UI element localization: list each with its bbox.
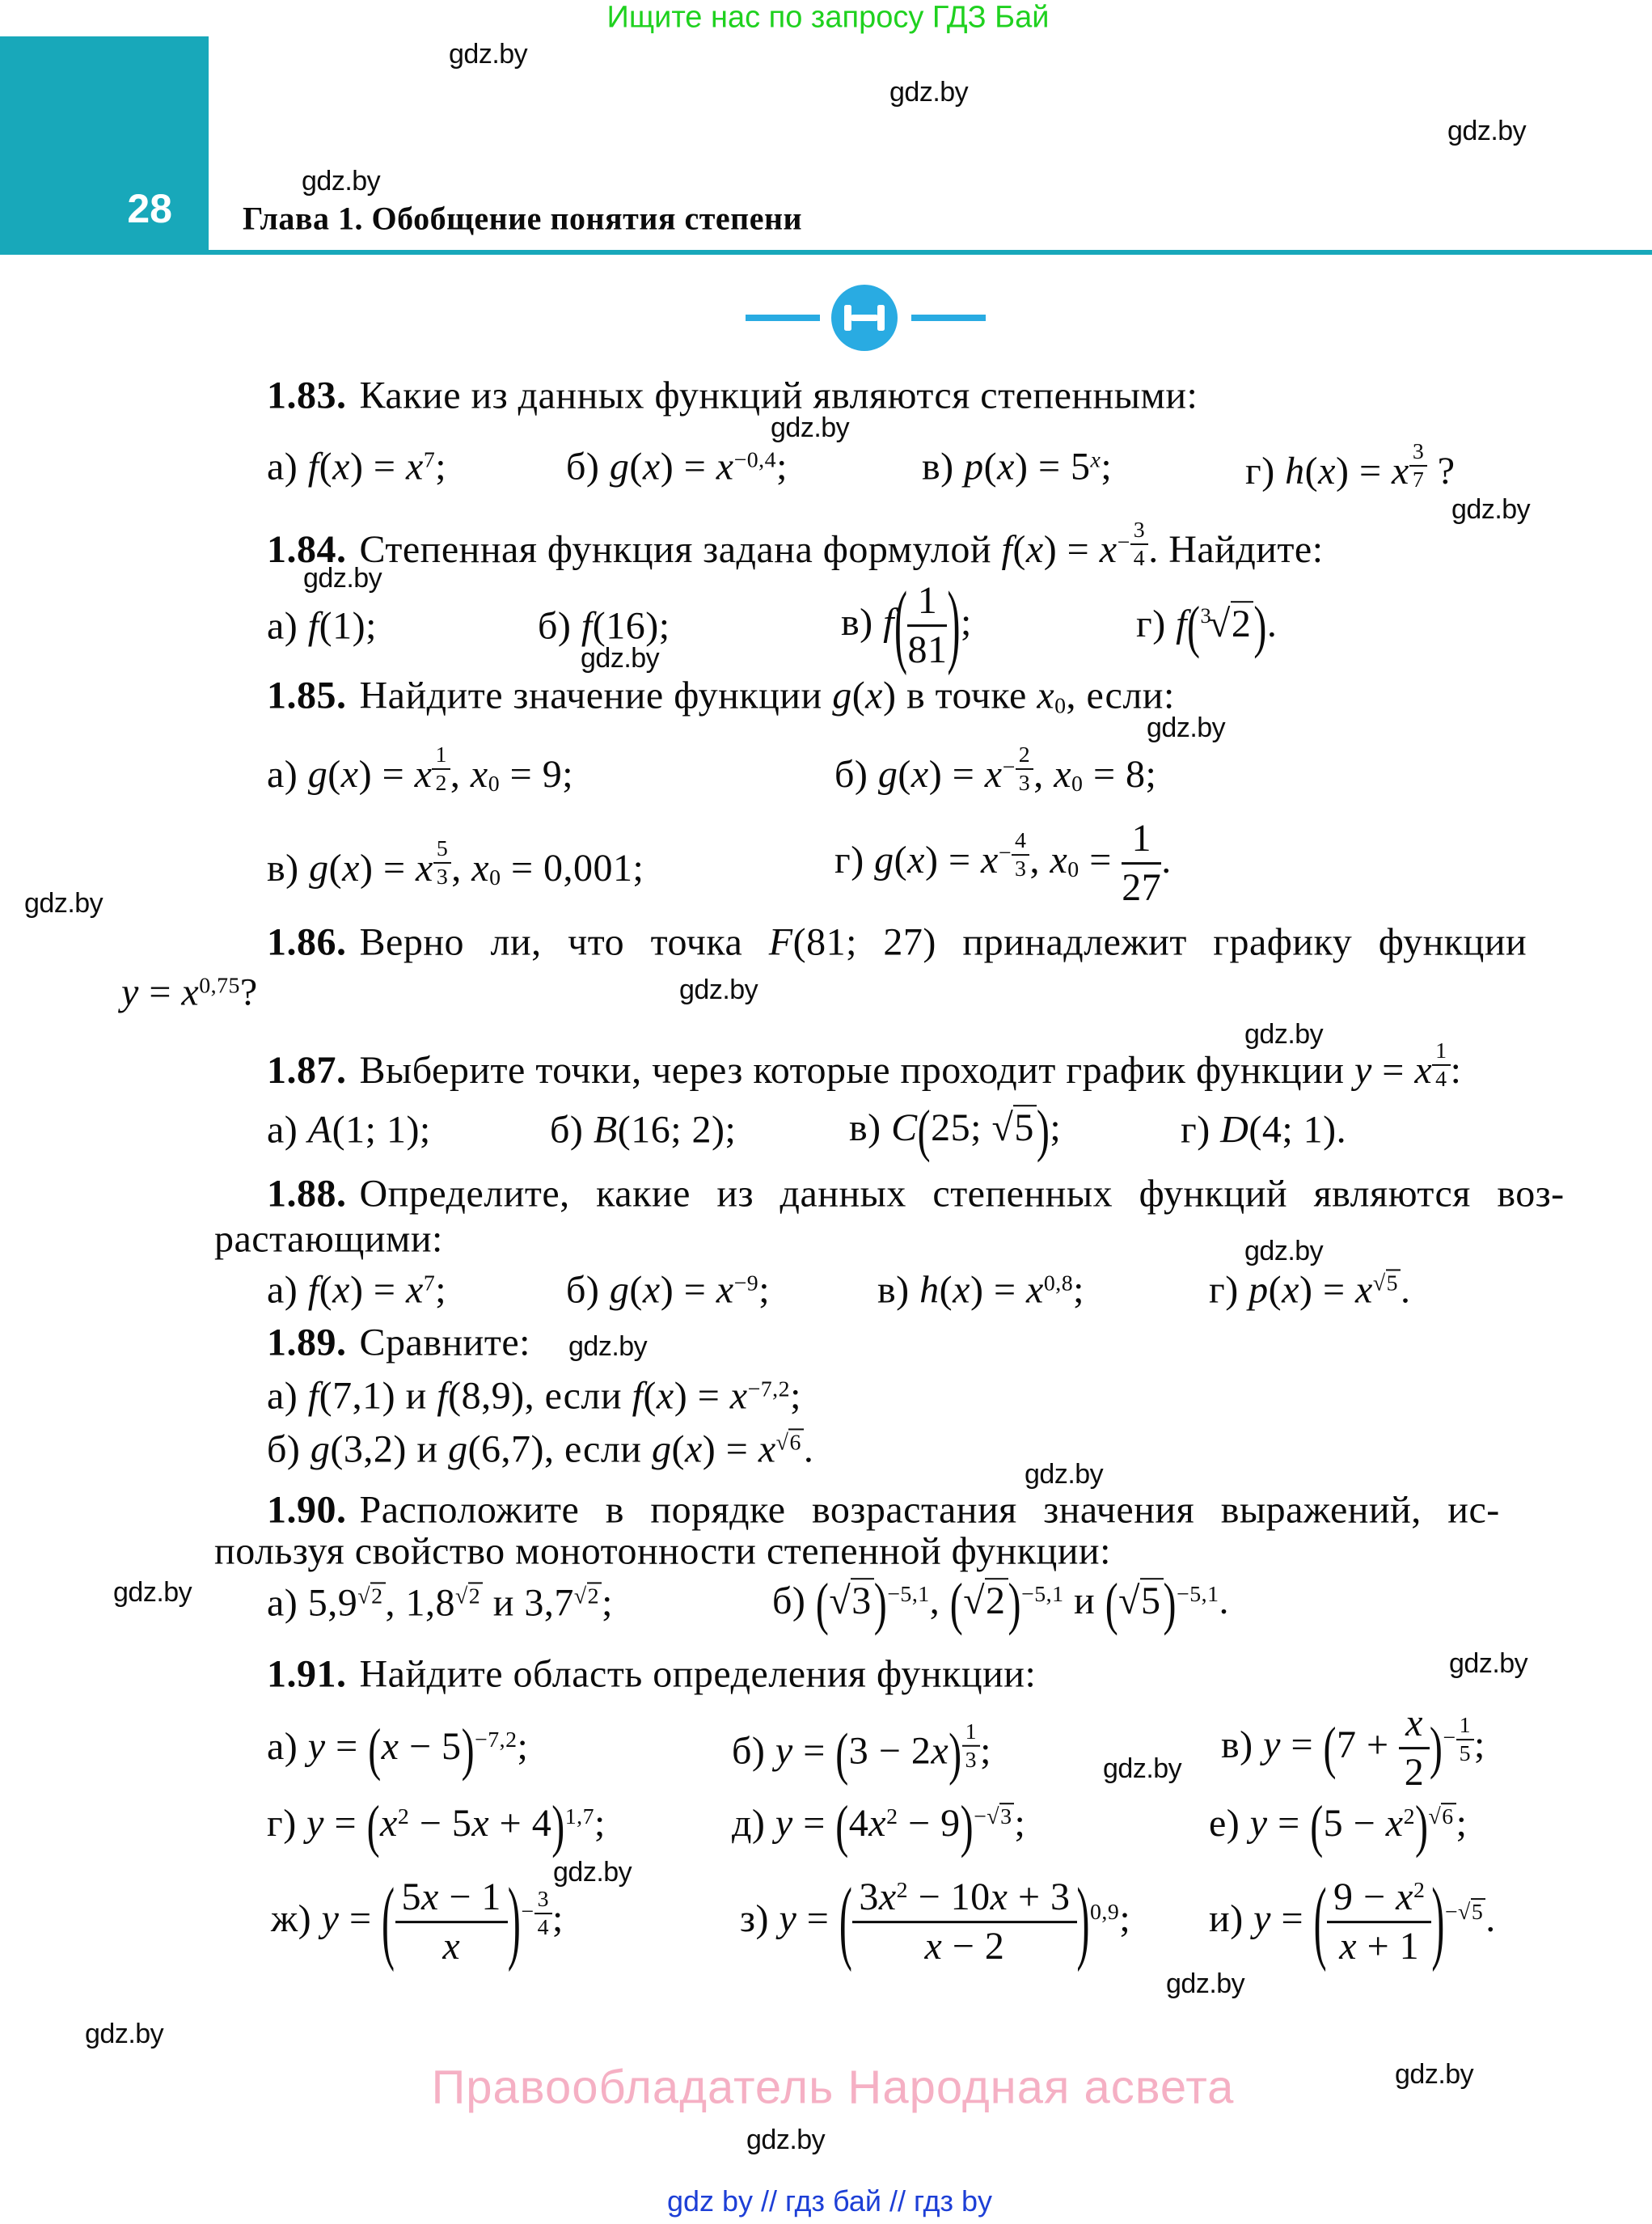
exercise-1.85-heading <box>267 673 1175 717</box>
exercise-1.84-option-v: в) f( $\frac{1}{81}$ ); <box>841 574 972 678</box>
exercise-number: 1.86. <box>267 920 347 964</box>
exercise-text: Сравните: <box>359 1321 530 1364</box>
exercise-1.87-option-v: в) C(25; √5); <box>849 1099 1062 1164</box>
exercise-number: 1.85. <box>267 674 347 717</box>
exercise-1.85-option-b: б) g(x) = x− $\frac{2}{3}$ , x0 = 8; <box>834 742 1157 797</box>
exercise-1.86-formula: y = x0,75? <box>121 970 258 1014</box>
gdz-watermark: gdz.by <box>24 888 104 919</box>
exercise-1.90-text-line2: пользуя свойство монотонности степенной функции: <box>214 1529 1111 1573</box>
exercise-number: 1.87. <box>267 1048 347 1092</box>
exercise-1.89-option-a: а) f(7,1) и f(8,9), если f(x) = x−7,2; <box>267 1374 801 1418</box>
exercise-number: 1.84. <box>267 527 347 571</box>
exercise-1.87-option-a: а) A(1; 1); <box>267 1108 431 1152</box>
exercise-1.83-option-v: в) p(x) = 5x; <box>922 445 1113 488</box>
promo-top-text: Ищите нас по запросу ГДЗ Бай <box>606 0 1050 35</box>
exercise-1.88-option-b: б) g(x) = x−9; <box>566 1268 771 1312</box>
gdz-watermark: gdz.by <box>1244 1019 1324 1050</box>
dumbbell-icon <box>842 304 887 332</box>
exercise-text: Какие из данных функций являются степенными: <box>359 374 1198 417</box>
exercise-1.90-option-b: б) (√3)−5,1, (√2)−5,1 и (√5)−5,1. <box>772 1572 1229 1637</box>
exercise-1.88-option-g: г) p(x) = x√5. <box>1209 1268 1411 1312</box>
exercise-text: Выберите точки, через которые проходит график функции y = x $\frac{1}{4}$ : <box>359 1038 1462 1093</box>
exercise-1.88-heading <box>267 1171 1565 1216</box>
exercise-text: Найдите значение функции g(x) в точке x0, если: <box>359 674 1175 718</box>
gdz-watermark: gdz.by <box>553 1857 632 1888</box>
gdz-watermark: gdz.by <box>568 1331 648 1362</box>
exercise-number: 1.91. <box>267 1652 347 1696</box>
divider-circle <box>831 285 898 351</box>
gdz-watermark: gdz.by <box>1147 712 1226 743</box>
exercise-1.90-heading <box>267 1487 1500 1532</box>
exercise-1.91-option-v: в) y = (7 + $\frac{x}{2}$ )− $\frac{1}{5}$ ; <box>1221 1702 1485 1795</box>
gdz-watermark: gdz.by <box>113 1577 192 1608</box>
exercise-1.91-option-b: б) y = (3 − 2x) $\frac{1}{3}$ ; <box>732 1719 991 1787</box>
exercise-1.84-option-a: а) f(1); <box>267 604 377 648</box>
exercise-1.84-option-g: г) f($^3$√2). <box>1136 595 1278 660</box>
exercise-1.91-option-a: а) y = (x − 5)−7,2; <box>267 1718 529 1782</box>
page-number-band <box>0 36 209 250</box>
gdz-watermark: gdz.by <box>1103 1753 1182 1784</box>
exercise-1.86-heading <box>267 920 1527 964</box>
gdz-watermark: gdz.by <box>302 166 381 197</box>
gdz-watermark: gdz.by <box>1395 2059 1474 2090</box>
exercise-number: 1.90. <box>267 1488 347 1532</box>
gdz-watermark: gdz.by <box>1025 1459 1104 1490</box>
gdz-watermark: gdz.by <box>746 2125 826 2155</box>
gdz-watermark: gdz.by <box>303 563 382 594</box>
exercise-1.88-option-v: в) h(x) = x0,8; <box>877 1268 1084 1312</box>
exercise-text: Степенная функция задана формулой f(x) = x− $\frac{3}{4}$ . Найдите: <box>359 517 1324 572</box>
exercise-number: 1.88. <box>267 1172 347 1216</box>
exercise-text: Определите, какие из данных степенных функций являются воз- <box>359 1172 1565 1216</box>
exercise-text: Расположите в порядке возрастания значения выражений, ис- <box>359 1488 1500 1532</box>
gdz-watermark: gdz.by <box>1244 1236 1324 1266</box>
exercise-text: Найдите область определения функции: <box>359 1652 1037 1696</box>
exercise-1.84-heading <box>267 518 1324 572</box>
gdz-watermark: gdz.by <box>889 77 969 108</box>
gdz-watermark: gdz.by <box>771 412 850 443</box>
gdz-watermark: gdz.by <box>1451 494 1531 525</box>
chapter-title: Глава 1. Обобщение понятия степени <box>243 200 803 237</box>
exercise-1.87-option-g: г) D(4; 1). <box>1181 1108 1347 1152</box>
divider-line-left <box>746 315 820 321</box>
exercise-1.84-option-b: б) f(16); <box>538 604 670 648</box>
exercise-1.91-option-d: д) y = (4x2 − 9)−√3; <box>732 1795 1026 1859</box>
exercise-1.83-option-b: б) g(x) = x−0,4; <box>566 445 788 488</box>
gdz-watermark: gdz.by <box>449 39 528 70</box>
exercise-1.90-option-a: а) 5,9√2, 1,8√2 и 3,7√2; <box>267 1581 613 1625</box>
exercise-1.91-heading <box>267 1651 1036 1696</box>
exercise-text: Верно ли, что точка F(81; 27) принадлежит графику функции <box>359 920 1527 964</box>
exercise-1.88-text-line2: растающими: <box>214 1217 443 1261</box>
exercise-1.85-option-v: в) g(x) = x $\frac{5}{3}$ , x0 = 0,001; <box>267 835 644 891</box>
gdz-watermark: gdz.by <box>1447 116 1527 146</box>
page-number: 28 <box>127 186 172 231</box>
exercise-1.85-option-a: а) g(x) = x $\frac{1}{2}$ , x0 = 9; <box>267 742 574 797</box>
exercise-number: 1.89. <box>267 1321 347 1364</box>
header-rule <box>0 250 1652 255</box>
gdz-watermark: gdz.by <box>1166 1968 1245 1999</box>
divider-line-right <box>911 315 986 321</box>
exercise-1.91-option-g: г) y = (x2 − 5x + 4)1,7; <box>267 1795 606 1859</box>
exercise-1.87-option-b: б) B(16; 2); <box>550 1108 737 1152</box>
exercise-1.88-option-a: а) f(x) = x7; <box>267 1268 447 1312</box>
exercise-1.89-heading <box>267 1320 530 1364</box>
exercise-1.85-option-g: г) g(x) = x− $\frac{4}{3}$ , x0 = $\frac{1}{27}$ . <box>834 817 1172 910</box>
exercise-1.89-option-b: б) g(3,2) и g(6,7), если g(x) = x√6. <box>267 1427 814 1471</box>
copyright-notice: Правообладатель Народная асвета <box>431 2061 1235 2114</box>
gdz-watermark: gdz.by <box>85 2019 164 2049</box>
exercise-1.83-heading <box>267 373 1198 417</box>
exercise-number: 1.83. <box>267 374 347 417</box>
exercise-1.91-option-z: з) y = ( $\frac{3x2 - 10x + 3}{x - 2}$ )0,9; <box>740 1871 1131 1974</box>
exercise-1.91-option-i: и) y = ( $\frac{9 - x2}{x + 1}$ )−√5. <box>1209 1871 1496 1974</box>
gdz-watermark: gdz.by <box>679 975 758 1005</box>
footer-links[interactable]: gdz by // гдз бай // гдз by <box>666 2184 993 2218</box>
gdz-watermark: gdz.by <box>1449 1648 1528 1679</box>
exercise-1.83-option-a: а) f(x) = x7; <box>267 445 447 488</box>
exercise-1.91-option-zh: ж) y = ( $\frac{5x - 1}{x}$ )− $\frac{3}{4}$ ; <box>271 1871 564 1974</box>
exercise-1.83-option-g: г) h(x) = x $\frac{3}{7}$ ? <box>1245 438 1456 493</box>
gdz-watermark: gdz.by <box>581 643 660 674</box>
exercise-1.91-option-e: е) y = (5 − x2)√6; <box>1209 1795 1468 1859</box>
